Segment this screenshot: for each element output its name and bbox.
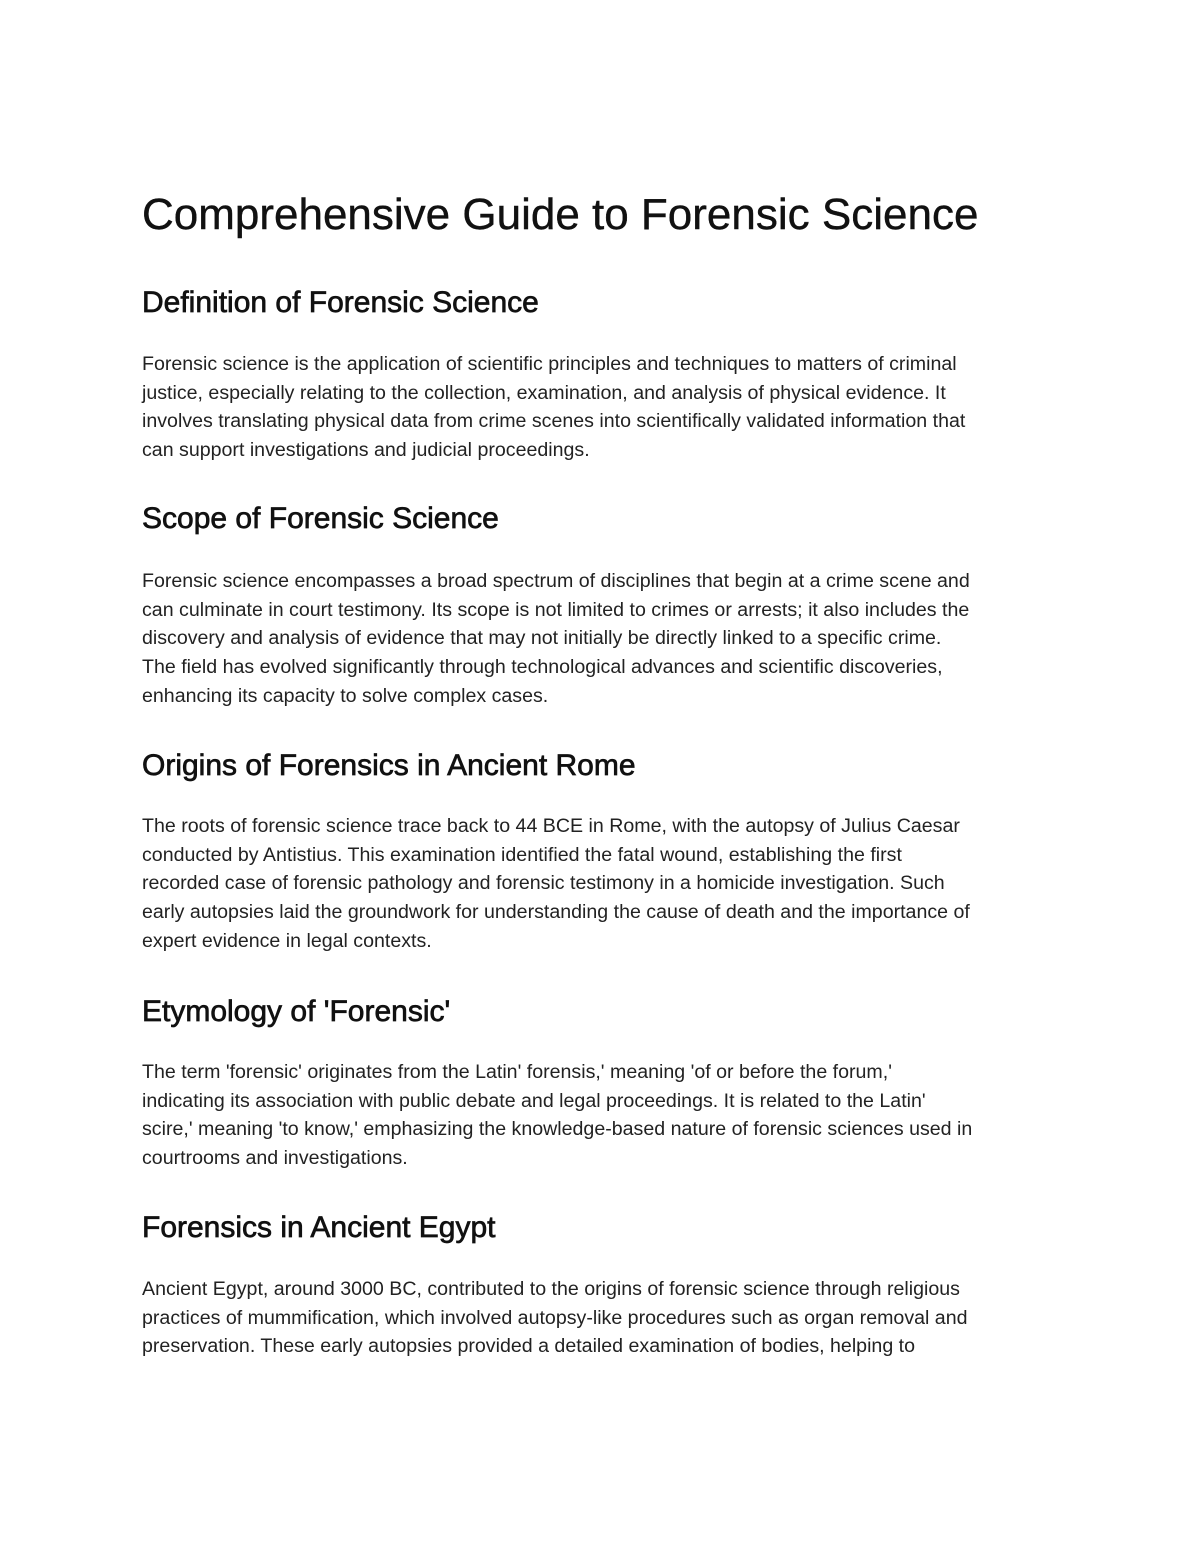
text-line: early autopsies laid the groundwork for understanding the cause of death and the importance of: [142, 901, 970, 924]
text-line: Forensic science is the application of scientific principles and techniques to matters of criminal: [142, 353, 957, 375]
text-line: Forensic science encompasses a broad spectrum of disciplines that begin at a crime scene and: [142, 570, 970, 592]
text-line: discovery and analysis of evidence that may not initially be directly linked to a specific crime.: [142, 627, 942, 650]
text-line: indicating its association with public debate and legal proceedings. It is related to the Latin': [142, 1089, 926, 1112]
section-paragraph-etymology: [142, 1058, 972, 1173]
text-line: involves translating physical data from crime scenes into scientifically validated information that: [142, 410, 966, 433]
text-line: can culminate in court testimony. Its scope is not limited to crimes or arrests; it also includes the: [142, 598, 970, 621]
text-line: courtrooms and investigations.: [142, 1147, 408, 1170]
section-paragraph-rome: [142, 812, 970, 956]
text-line: expert evidence in legal contexts.: [142, 929, 432, 952]
document-title: Comprehensive Guide to Forensic Science: [142, 190, 979, 239]
section-heading-rome: Origins of Forensics in Ancient Rome: [142, 749, 636, 782]
section-heading-definition: Definition of Forensic Science: [142, 286, 539, 319]
section-heading-scope: Scope of Forensic Science: [142, 502, 499, 535]
text-line: can support investigations and judicial proceedings.: [142, 439, 590, 462]
text-line: preservation. These early autopsies provided a detailed examination of bodies, helping to: [142, 1335, 915, 1358]
text-line: recorded case of forensic pathology and forensic testimony in a homicide investigation. Such: [142, 872, 945, 895]
text-line: conducted by Antistius. This examination identified the fatal wound, establishing the first: [142, 843, 902, 866]
section-paragraph-egypt: [142, 1275, 968, 1361]
section-paragraph-scope: [142, 567, 970, 711]
text-line: Ancient Egypt, around 3000 BC, contributed to the origins of forensic science through religious: [142, 1278, 960, 1300]
text-line: The roots of forensic science trace back to 44 BCE in Rome, with the autopsy of Julius Caesar: [142, 815, 960, 837]
section-heading-egypt: Forensics in Ancient Egypt: [142, 1211, 496, 1244]
text-line: justice, especially relating to the collection, examination, and analysis of physical evidence. It: [142, 381, 946, 404]
text-line: enhancing its capacity to solve complex cases.: [142, 684, 549, 707]
text-line: The field has evolved significantly through technological advances and scientific discoveries,: [142, 656, 943, 679]
section-heading-etymology: Etymology of 'Forensic': [142, 995, 451, 1028]
text-line: The term 'forensic' originates from the Latin' forensis,' meaning 'of or before the forum,': [142, 1061, 892, 1083]
text-line: practices of mummification, which involved autopsy-like procedures such as organ removal and: [142, 1306, 968, 1329]
section-paragraph-definition: [142, 350, 965, 465]
text-line: scire,' meaning 'to know,' emphasizing the knowledge-based nature of forensic sciences used in: [142, 1118, 973, 1141]
